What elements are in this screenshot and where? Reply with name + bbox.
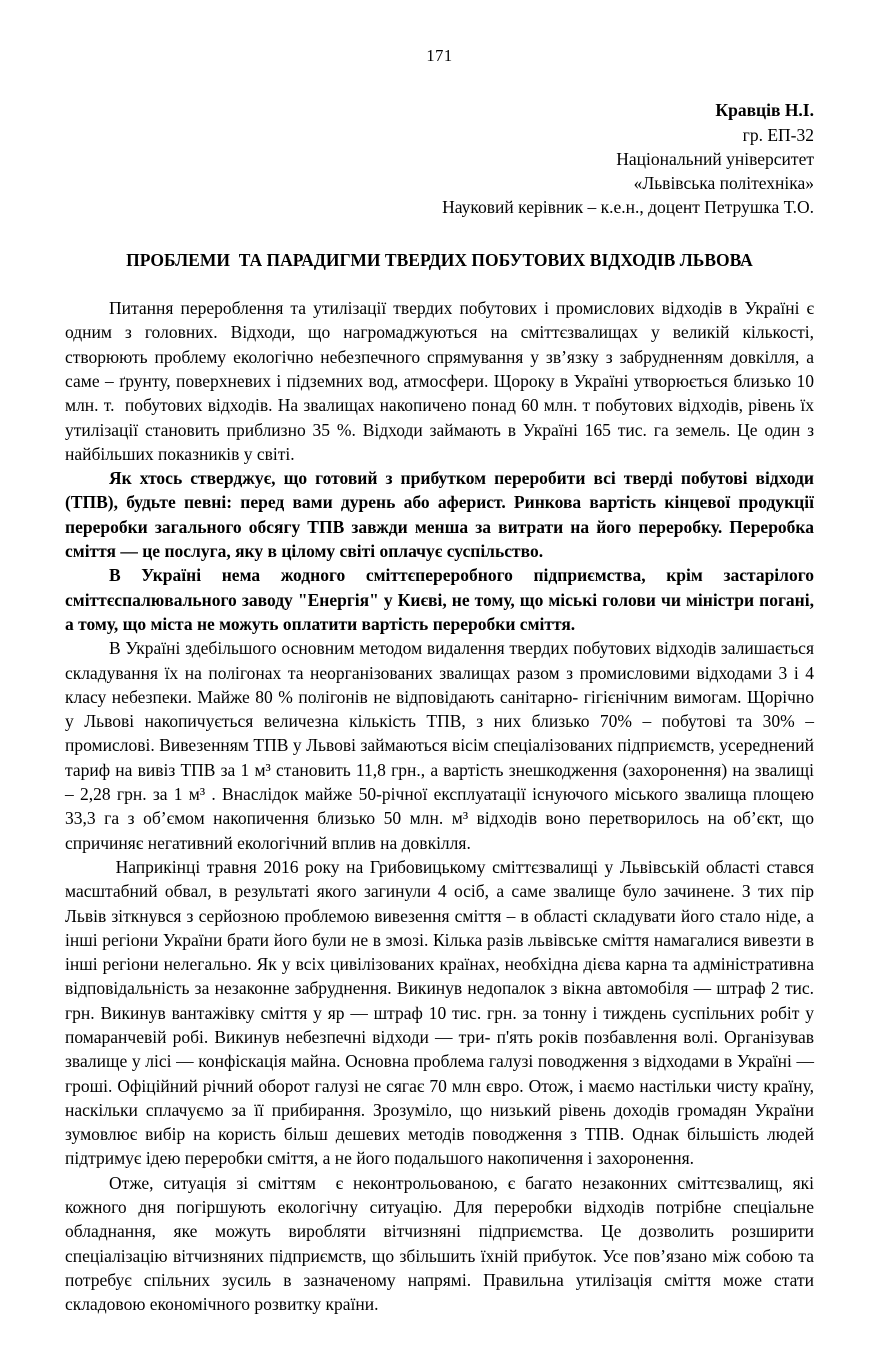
paragraph-hrybovytske: Наприкінці травня 2016 року на Грибовицькому сміттєзвалищі у Львівській області стався масштабний обвал, в результаті якого загинули 4 осіб, а саме звалище було зачинене. З тих пір Львів зіткнувся з серйозною проблемою вивезення сміття – в області складувати його стало ніде, а інші регіони України брати його були не в змозі. Кілька разів львівське сміття намагалися вивезти в інші регіони нелегально. Як у всіх цивілізованих країнах, необхідна дієва карна та адміністративна відповідальність за незаконне забруднення. Викинув недопалок з вікна автомобіля — штраф 2 тис. грн. Викинув вантажівку сміття у яр — штраф 10 тис. грн. за тонну і тиждень суспільних робіт у помаранчевій робі. Викинув небезпечні відходи — три- п'ять років позбавлення волі. Організував звалище у лісі — конфіскація майна. Основна проблема галузі поводження з відходами в Україні — гроші. Офіційний річний оборот галузі не сягає 70 млн євро. Отож, і маємо настільки чисту країну, наскільки сплачуємо за її прибирання. Зрозуміло, що низький рівень доходів громадян України зумовлює вибір на користь більш дешевих методів поводження з ТПВ. Однак більшість людей підтримує ідею переробки сміття, а не його подальшого накопичення і захоронення. <box>65 856 819 1169</box>
university-name-line1: Національний університет <box>616 148 814 169</box>
author-group: гр. ЕП-32 <box>742 124 814 145</box>
author-name: Кравців Н.І. <box>715 100 814 121</box>
paragraph-conclusion: Отже, ситуація зі сміттям є неконтрольованою, є багато незаконних сміттєзвалищ, які кожного дня погіршують екологічну ситуацію. Для переробки відходів потрібне спеціальне обладнання, яке можуть виробляти вітчизняні підприємства. Це дозволить розширити спеціалізацію вітчизняних підприємств, що збільшить їхній прибуток. Усе пов’язано між собою та потребує спільних зусиль в зазначеному напрямі. Правильна утилізація сміття може стати складовою економічного розвитку країни. <box>65 1172 819 1315</box>
page-number: 171 <box>426 46 453 65</box>
paragraph-bold-energia: В Україні нема жодного сміттєпереробного підприємства, крім застарілого сміттєспалювального заводу "Енергія" у Києві, не тому, що міські голови чи міністри погані, а тому, що міста не можуть оплатити вартість переробки сміття. <box>65 565 819 634</box>
paragraph-landfills: В Україні здебільшого основним методом видалення твердих побутових відходів залишається складування їх на полігонах та неорганізованих звалищах разом з промисловими відходами 3 і 4 класу небезпеки. Майже 80 % полігонів не відповідають санітарно- гігієнічним вимогам. Щорічно у Львові накопичується величезна кількість ТПВ, з них близько 70% – побутові та 30% – промислові. Вивезенням ТПВ у Львові займаються вісім спеціалізованих підприємств, усереднений тариф на вивіз ТПВ за 1 м³ становить 11,8 грн., а вартість знешкодження (захоронення) на звалищі – 2,28 грн. за 1 м³ . Внаслідок майже 50-річної експлуатації існуючого міського звалища площею 33,3 га з об’ємом накопичення близько 50 млн. м³ відходів воно перетворилось на об’єкт, що спричиняє негативний екологічний вплив на довкілля. <box>65 638 819 853</box>
paragraph-bold-claim: Як хтось стверджує, що готовий з прибутком переробити всі тверді побутові відходи (ТПВ), будьте певні: перед вами дурень або аферист. Ринкова вартість кінцевої продукції переробки загального обсягу ТПВ завжди менша за витрати на його переробку. Переробка сміття — це послуга, яку в цілому світі оплачує суспільство. <box>65 468 819 562</box>
supervisor-line: Науковий керівник – к.е.н., доцент Петрушка Т.О. <box>442 197 814 218</box>
university-name-line2: «Львівська політехніка» <box>633 173 814 194</box>
article-title: ПРОБЛЕМИ ТА ПАРАДИГМИ ТВЕРДИХ ПОБУТОВИХ ВІДХОДІВ ЛЬВОВА <box>126 249 753 270</box>
paragraph-intro: Питання перероблення та утилізації твердих побутових і промислових відходів в Україні є одним з головних. Відходи, що нагромаджуються на сміттєзвалищах у великій кількості, створюють проблему екологічно небезпечного спрямування у зв’язку з забрудненням довкілля, а саме – ґрунту, поверхневих і підземних вод, атмосфери. Щороку в Україні утворюється близько 10 млн. т. побутових відходів. На звалищах накопичено понад 60 млн. т побутових відходів, рівень їх утилізації становить приблизно 35 %. Відходи займають в Україні 165 тис. га земель. Це один з найбільших показників у світі. <box>65 298 819 464</box>
author-block <box>65 98 814 219</box>
article-body <box>65 296 819 1316</box>
